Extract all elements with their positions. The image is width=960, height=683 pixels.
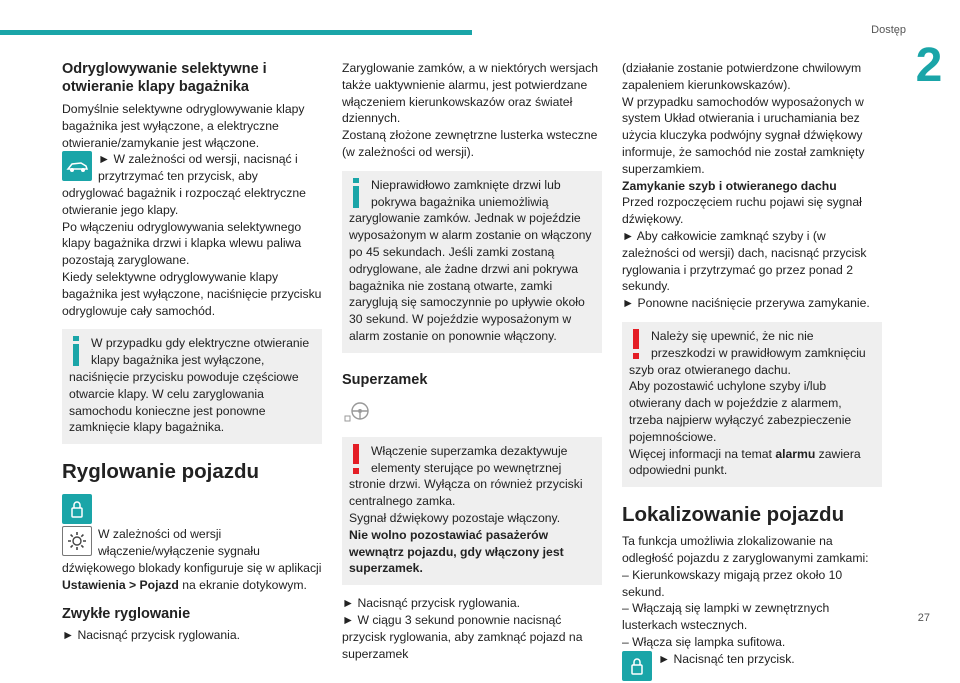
list-item: – Włącza się lampka sufitowa. — [622, 634, 786, 649]
column-3 — [622, 60, 882, 683]
heading-normal-locking: Zwykłe ryglowanie — [62, 606, 191, 623]
page-number: 27 — [917, 612, 930, 624]
paragraph: Domyślnie selektywne odryglowywanie klapy bagażnika jest wyłączone, a elektryczne otwieranie/zamykanie jest włączone. — [62, 102, 305, 150]
warning-icon — [349, 444, 363, 474]
note-text: Nieprawidłowo zamknięte drzwi lub pokrywa bagażnika uniemożliwią zaryglowanie zamków. Jednak w pojeździe wyposażonym w alarm zostanie on włączony po 45 sekundach. Jeśli zamki zostaną odryglowane, ale żadne drzwi ani pokrywa bagażnika nie zostaną otwarte, zamki zaryglują się samoczynnie po upływie około 30 sekund. W pojeździe wyposażonym w alarm zostanie on ponownie włączony. — [349, 177, 592, 343]
heading-locate-vehicle: Lokalizowanie pojazdu — [622, 503, 845, 527]
warning-icon — [629, 329, 643, 359]
heading-vehicle-locking: Ryglowanie pojazdu — [62, 460, 260, 484]
car-trunk-icon — [62, 151, 92, 181]
heading-selective-unlock: Odryglowywanie selektywne i otwieranie klapy bagażnika — [62, 61, 267, 95]
gear-icon — [62, 526, 92, 556]
subheading-windows: Zamykanie szyb i otwieranego dachu — [622, 178, 837, 193]
column-2 — [342, 60, 602, 662]
paragraph: ► W zależności od wersji, nacisnąć i przytrzymać ten przycisk, aby odryglować bagażnik i rozpocząć elektryczne otwieranie jego klapy. — [62, 152, 306, 217]
paragraph: W przypadku samochodów wyposażonych w system Układ otwierania i uruchamiania bez użycia kluczyka podwójny sygnał dźwiękowy informuje, że samochód nie został zamknięty superzamkiem. — [622, 94, 865, 176]
section-title: Dostęp — [871, 24, 906, 36]
note-text: Należy się upewnić, że nic nie przeszkodzi w prawidłowym zamknięciu szyb oraz otwieranego dachu. — [629, 328, 866, 377]
paragraph: Ta funkcja umożliwia zlokalizowanie na odległość pojazdu z zaryglowanymi zamkami: — [622, 534, 869, 565]
info-icon — [69, 336, 83, 366]
chapter-number: 2 — [915, 39, 943, 92]
paragraph: Przed rozpoczęciem ruchu pojawi się sygnał dźwiękowy. — [622, 195, 862, 227]
paragraph: W zależności od wersji włączenie/wyłączenie sygnału dźwiękowego blokady konfiguruje się w aplikacji Ustawienia > Pojazd na ekranie dotykowym. — [62, 527, 322, 592]
padlock-icon — [62, 494, 92, 524]
paragraph: ► W ciągu 3 sekund ponownie nacisnąć przycisk ryglowania, aby zamknąć pojazd na superzamek — [342, 612, 583, 661]
paragraph: ► Ponowne naciśnięcie przerywa zamykanie. — [622, 296, 870, 311]
paragraph: Zostaną złożone zewnętrzne lusterka wsteczne (w zależności od wersji). — [342, 128, 598, 159]
steering-wheel-icon — [342, 397, 372, 427]
signal-paragraph — [62, 526, 322, 593]
note-text: Więcej informacji na temat alarmu zawiera odpowiedni punkt. — [629, 446, 861, 478]
list-item: – Włączają się lampki w zewnętrznych lusterkach wstecznych. — [622, 601, 830, 633]
note-text: Sygnał dźwiękowy pozostaje włączony. — [349, 510, 561, 525]
note-text: Aby pozostawić uchylone szyby i/lub otwierany dach w pojeździe z alarmem, trzeba najpierw wyłączyć zabezpieczenie pojemnościowe. — [629, 379, 852, 444]
paragraph: ► Nacisnąć przycisk ryglowania. — [62, 628, 241, 643]
paragraph: ► Aby całkowicie zamknąć szyby i (w zależności od wersji) dach, nacisnąć przycisk ryglowania i przytrzymać go przez ponad 2 sekundy. — [622, 228, 867, 294]
padlock-icon — [622, 651, 652, 681]
header-accent-bar — [0, 30, 472, 35]
warning-note — [342, 437, 602, 585]
list-item: – Kierunkowskazy migają przez około 10 sekund. — [622, 567, 843, 599]
trunk-button-paragraph — [62, 151, 322, 218]
paragraph: ► Nacisnąć przycisk ryglowania. — [342, 596, 521, 611]
info-note — [342, 171, 602, 353]
warning-note — [622, 322, 882, 487]
paragraph: ► Nacisnąć ten przycisk. — [658, 651, 795, 666]
heading-superlock: Superzamek — [342, 371, 428, 388]
paragraph: Po włączeniu odryglowywania selektywnego klapy bagażnika drzwi i klapka wlewu paliwa pozostają zaryglowane. — [62, 219, 302, 268]
info-note — [62, 329, 322, 444]
note-text-bold: Nie wolno pozostawiać pasażerów wewnątrz pojazdu, gdy włączony jest superzamek. — [349, 527, 564, 576]
info-icon — [349, 178, 363, 208]
column-1 — [62, 60, 322, 644]
paragraph: Kiedy selektywne odryglowywanie klapy bagażnika jest wyłączone, naciśnięcie przycisku odryglowuje cały samochód. — [62, 269, 322, 318]
paragraph: Zaryglowanie zamków, a w niektórych wersjach także uaktywnienie alarmu, jest potwierdzane włączeniem kierunkowskazów oraz świateł dziennych. — [342, 61, 599, 126]
locate-button-paragraph — [622, 651, 882, 668]
note-text: W przypadku gdy elektryczne otwieranie klapy bagażnika jest wyłączone, naciśnięcie przycisku powoduje częściowe otwarcie klapy. W celu zaryglowania samochodu konieczne jest ponowne zamknięcie klapy bagażnika. — [69, 336, 310, 435]
paragraph: (działanie zostanie potwierdzone chwilowym zapaleniem kierunkowskazów). — [622, 61, 862, 92]
note-text: Włączenie superzamka dezaktywuje elementy sterujące po wewnętrznej stronie drzwi. Wyłącza on również przyciski centralnego zamka. — [349, 443, 583, 509]
